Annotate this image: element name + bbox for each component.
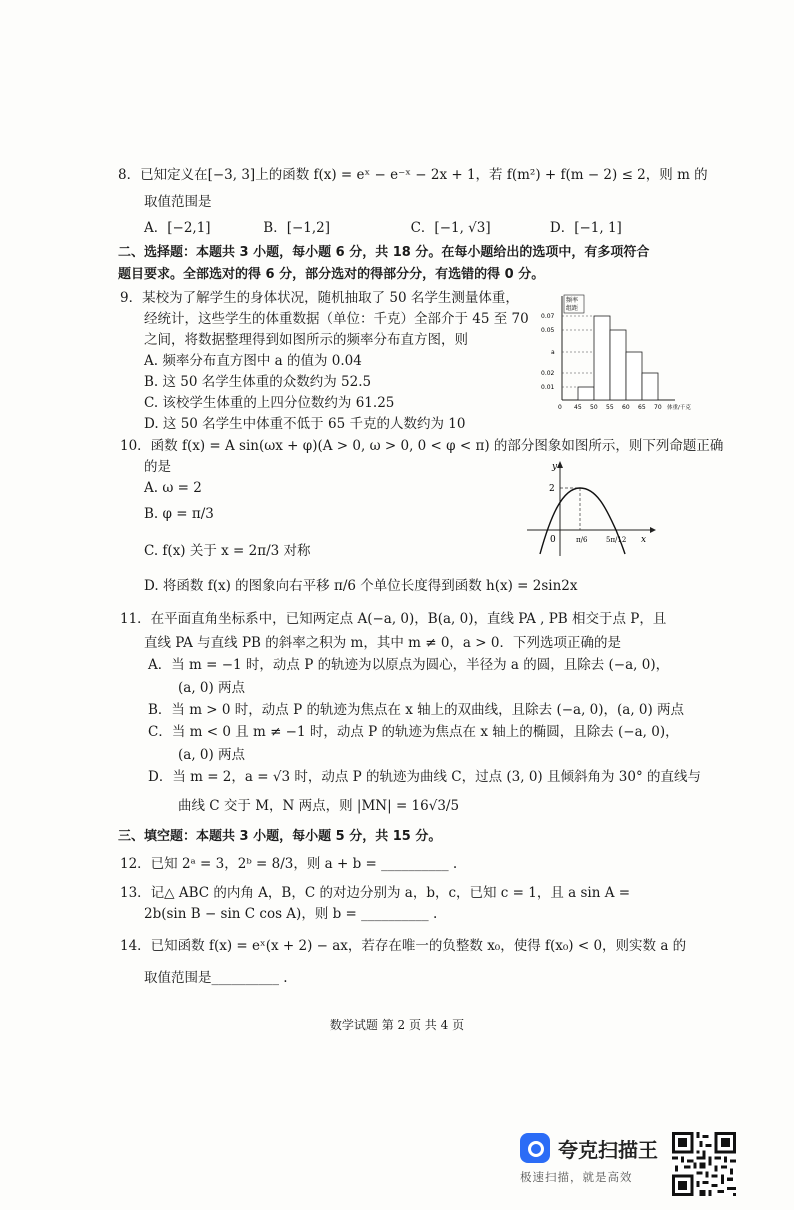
hist-xtick-55: 55 bbox=[606, 404, 614, 411]
page-footer: 数学试题 第 2 页 共 4 页 bbox=[329, 1018, 465, 1032]
hist-xlabel: 体重/千克 bbox=[667, 405, 691, 411]
q11-line1: 11．在平面直角坐标系中，已知两定点 A(−a, 0)，B(a, 0)，直线 PA , PB 相交于点 P，且 bbox=[120, 611, 667, 627]
section2-heading-line2: 题目要求。全部选对的得 6 分，部分选对的得部分分，有选错的得 0 分。 bbox=[118, 267, 545, 282]
graph-y-label: y bbox=[552, 462, 558, 472]
q10-sine-graph bbox=[522, 458, 657, 558]
hist-bar-55-60 bbox=[610, 330, 626, 400]
hist-xtick-70: 70 bbox=[654, 404, 662, 411]
q9-option-b: B. 这 50 名学生体重的众数约为 52.5 bbox=[144, 374, 372, 390]
q11-option-a-line1: A．当 m = −1 时，动点 P 的轨迹为以原点为圆心，半径为 a 的圆，且除去 (−a, 0)， bbox=[148, 657, 670, 673]
q9-line3: 之间，将数据整理得到如图所示的频率分布直方图，则 bbox=[144, 332, 468, 348]
q10-option-d: D. 将函数 f(x) 的图象向右平移 π/6 个单位长度得到函数 h(x) = 2sin2x bbox=[144, 578, 578, 594]
q9-histogram bbox=[540, 292, 700, 414]
qr-code-icon bbox=[672, 1132, 736, 1196]
q8-option-a: A．[−2,1] bbox=[144, 220, 211, 236]
q11-option-d-line1: D．当 m = 2，a = √3 时，动点 P 的轨迹为曲线 C，过点 (3, 0) 且倾斜角为 30° 的直线与 bbox=[148, 769, 701, 785]
q11-option-d-line2: 曲线 C 交于 M，N 两点，则 |MN| = 16√3/5 bbox=[178, 798, 460, 814]
section3-heading: 三、填空题：本题共 3 小题，每小题 5 分，共 15 分。 bbox=[118, 829, 442, 844]
q9-option-a: A. 频率分布直方图中 a 的值为 0.04 bbox=[144, 353, 362, 369]
q10-option-c: C. f(x) 关于 x = 2π/3 对称 bbox=[144, 543, 311, 559]
q11-option-c-line2: (a, 0) 两点 bbox=[178, 747, 246, 763]
q14-line2: 取值范围是__________ . bbox=[144, 970, 288, 986]
scanner-name: 夸克扫描王 bbox=[558, 1137, 658, 1162]
scanner-watermark bbox=[520, 1133, 670, 1185]
q8-option-b: B．[−1,2] bbox=[263, 220, 331, 236]
q10-option-a: A. ω = 2 bbox=[144, 480, 202, 496]
q14-line1: 14．已知函数 f(x) = eˣ(x + 2) − ax，若存在唯一的负整数 x₀，使得 f(x₀) < 0，则实数 a 的 bbox=[120, 938, 687, 954]
q8-line1: 8．已知定义在[−3, 3]上的函数 f(x) = eˣ − e⁻ˣ − 2x + 1，若 f(m²) + f(m − 2) ≤ 2，则 m 的 bbox=[118, 167, 708, 183]
q9-option-c: C. 该校学生体重的上四分位数约为 61.25 bbox=[144, 395, 395, 411]
graph-y-arrow bbox=[557, 461, 563, 468]
q11-option-b: B．当 m > 0 时，动点 P 的轨迹为焦点在 x 轴上的双曲线，且除去 (−a, 0)，(a, 0) 两点 bbox=[148, 702, 685, 718]
hist-bar-50-55 bbox=[594, 316, 610, 400]
q8-option-c: C．[−1, √3] bbox=[410, 220, 491, 236]
q10-line2: 的是 bbox=[144, 459, 171, 475]
graph-origin: 0 bbox=[550, 535, 556, 545]
graph-peak-value: 2 bbox=[549, 484, 555, 494]
q11-option-a-line2: (a, 0) 两点 bbox=[178, 680, 246, 696]
hist-xtick-50: 50 bbox=[590, 404, 598, 411]
hist-ytick-002: 0.02 bbox=[541, 370, 555, 377]
graph-xtick-5pi12: 5π/12 bbox=[606, 536, 627, 544]
q8-line2: 取值范围是 bbox=[144, 194, 212, 210]
hist-bar-65-70 bbox=[642, 373, 658, 400]
section2-heading-line1: 二、选择题：本题共 3 小题，每小题 6 分，共 18 分。在每小题给出的选项中，有多项符合 bbox=[118, 245, 650, 260]
graph-x-label: x bbox=[641, 535, 647, 545]
q9-option-d: D. 这 50 名学生中体重不低于 65 千克的人数约为 10 bbox=[144, 416, 466, 432]
hist-ytick-a: a bbox=[551, 349, 555, 356]
hist-ylabel-bottom: 组距 bbox=[566, 305, 579, 312]
q8-options bbox=[144, 219, 622, 237]
q12: 12．已知 2ᵃ = 3，2ᵇ = 8/3，则 a + b = __________ . bbox=[120, 856, 458, 872]
q10-line1: 10．函数 f(x) = A sin(ωx + φ)(A > 0, ω > 0, 0 < φ < π) 的部分图象如图所示，则下列命题正确 bbox=[120, 438, 724, 454]
hist-ylabel-top: 频率 bbox=[566, 297, 579, 304]
scanner-logo-icon bbox=[520, 1133, 550, 1163]
graph-x-arrow bbox=[650, 527, 656, 533]
q9-line2: 经统计，这些学生的体重数据（单位：千克）全部介于 45 至 70 bbox=[144, 311, 529, 327]
hist-xtick-65: 65 bbox=[638, 404, 646, 411]
q11-line2: 直线 PA 与直线 PB 的斜率之积为 m，其中 m ≠ 0，a > 0．下列选项正确的是 bbox=[144, 635, 621, 651]
scanner-slogan: 极速扫描，就是高效 bbox=[520, 1170, 633, 1184]
q9-line1: 9．某校为了解学生的身体状况，随机抽取了 50 名学生测量体重， bbox=[120, 290, 519, 306]
hist-xtick-60: 60 bbox=[622, 404, 630, 411]
q13-line2: 2b(sin B − sin C cos A)，则 b = __________ . bbox=[144, 906, 438, 922]
q8-option-d: D．[−1, 1] bbox=[549, 220, 622, 236]
hist-xtick-0: 0 bbox=[558, 404, 562, 411]
hist-ytick-007: 0.07 bbox=[541, 313, 555, 320]
graph-xtick-pi6: π/6 bbox=[576, 536, 588, 544]
q10-option-b: B. φ = π/3 bbox=[144, 506, 214, 522]
q11-option-c-line1: C．当 m < 0 且 m ≠ −1 时，动点 P 的轨迹为焦点在 x 轴上的椭圆，且除去 (−a, 0)， bbox=[148, 724, 679, 740]
hist-bar-45-50 bbox=[578, 387, 594, 400]
hist-ytick-001: 0.01 bbox=[541, 384, 555, 391]
q13-line1: 13．记△ ABC 的内角 A，B，C 的对边分别为 a，b，c，已知 c = 1，且 a sin A = bbox=[120, 885, 631, 901]
hist-bar-60-65 bbox=[626, 352, 642, 400]
hist-ytick-005: 0.05 bbox=[541, 327, 555, 334]
hist-xtick-45: 45 bbox=[574, 404, 582, 411]
